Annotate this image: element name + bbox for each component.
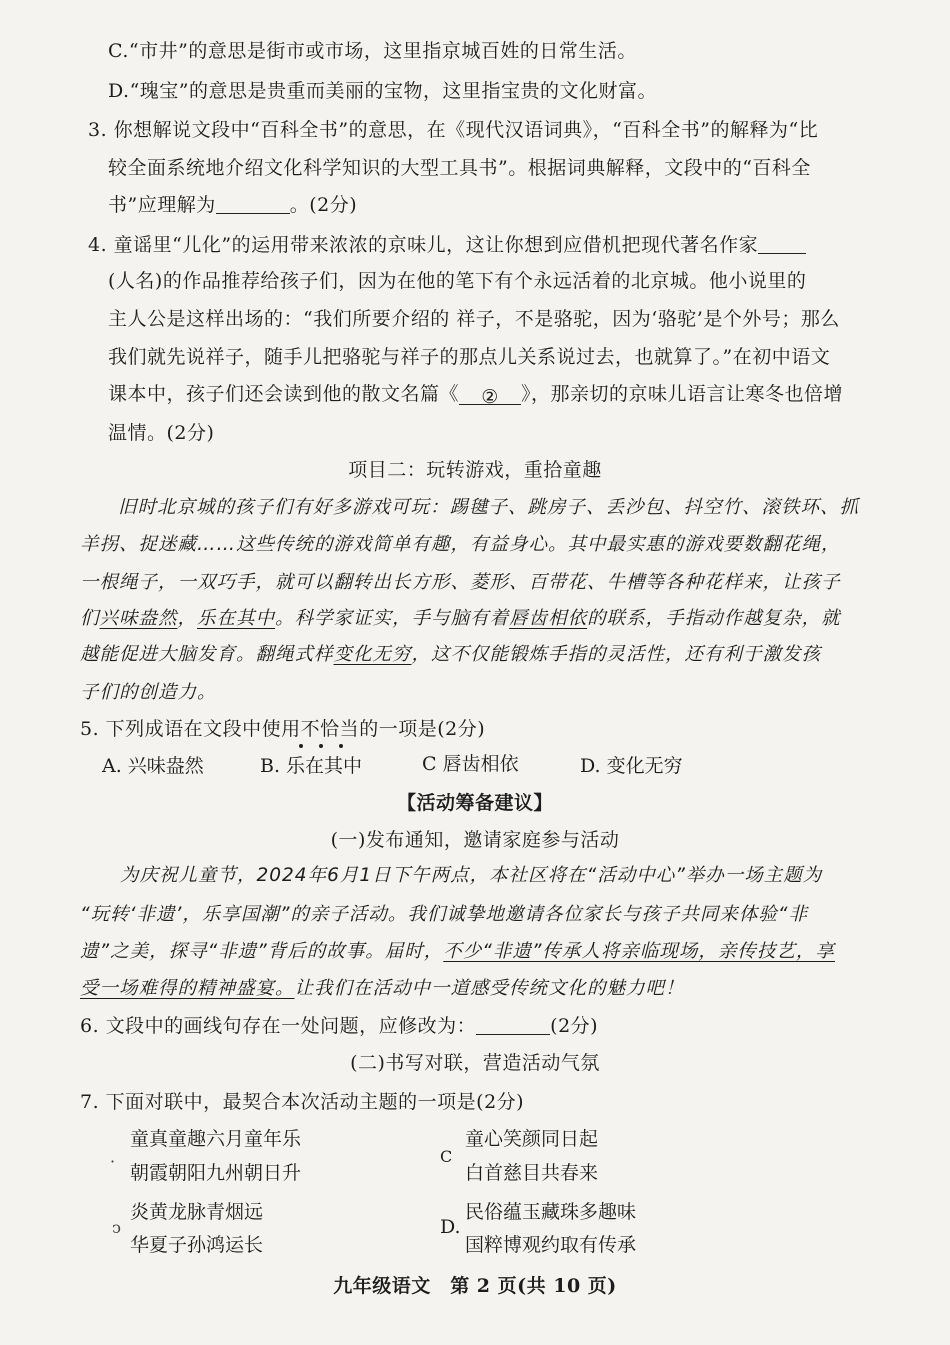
q7-option-a-line-1[interactable]: 童真童趣六月童年乐 — [130, 1128, 302, 1150]
question-3-text: 书”应理解为 — [108, 194, 216, 216]
passage-text: 们 — [80, 608, 100, 629]
passage-text: 让我们在活动中一道感受传统文化的魅力吧！ — [294, 978, 685, 999]
question-4-line-2: (人名)的作品推荐给孩子们，因为在他的笔下有个永远活着的北京城。他小说里的 — [108, 270, 807, 292]
question-5-score: 的一项是(2分) — [359, 718, 486, 740]
q7-option-c-line-1[interactable]: 童心笑颜同日起 — [465, 1128, 599, 1150]
page-footer: 九年级语文 第 2 页(共 10 页) — [333, 1275, 617, 1297]
emphasis-dot — [299, 744, 303, 748]
question-4-text-5: 课本中，孩子们还会读到他的散文名篇《 — [108, 383, 460, 405]
question-4-text: 4. 童谣里“儿化”的运用带来浓浓的京味儿，这让你想到应借机把现代著名作家 — [88, 234, 759, 256]
passage-text: 遗”之美，探寻“非遗”背后的故事。届时， — [80, 941, 444, 962]
q5-option-a[interactable]: A. 兴味盎然 — [102, 755, 204, 777]
q7-option-c-line-2[interactable]: 白首慈目共春来 — [465, 1162, 599, 1184]
passage-text: 的联系，手指动作越复杂，就 — [587, 608, 841, 629]
passage-1-line-2: 羊拐、捉迷藏……这些传统的游戏简单有趣，有益身心。其中最实惠的游戏要数翻花绳， — [80, 534, 841, 555]
scan-mark: ↄ — [112, 1218, 121, 1237]
q7-option-b-line-1[interactable]: 炎黄龙脉青烟远 — [130, 1201, 264, 1223]
underlined-sentence: 受一场难得的精神盛宴。 — [80, 978, 295, 999]
question-5 — [80, 716, 485, 742]
answer-blank-q3[interactable] — [216, 193, 290, 214]
q5-option-d[interactable]: D. 变化无穷 — [580, 755, 683, 777]
answer-blank-q4-2[interactable]: ② — [459, 384, 521, 405]
question-4-line-5 — [108, 381, 843, 407]
passage-text: 越能促进大脑发育。翻绳式样 — [80, 644, 334, 665]
idiom-xingweiangran: 兴味盎然 — [99, 608, 178, 629]
idiom-lezaiqizhong: 乐在其中 — [197, 608, 276, 629]
idiom-chunchixiangyi: 唇齿相依 — [509, 608, 588, 629]
passage-2-line-3 — [80, 939, 835, 965]
q7-option-d-line-1[interactable]: 民俗蕴玉藏珠多趣味 — [465, 1201, 637, 1223]
question-4-line-1 — [88, 232, 806, 258]
passage-text: ， — [177, 608, 198, 629]
emphasis-dot — [319, 744, 323, 748]
q7-option-d-line-2[interactable]: 国粹博观约取有传承 — [465, 1234, 637, 1256]
q7-option-c-label: C — [440, 1147, 453, 1166]
question-6-text: 6. 文段中的画线句存在一处问题，应修改为： — [80, 1015, 477, 1037]
passage-2-line-2: “玩转‘非遗’，乐享国潮”的亲子活动。我们诚挚地邀请各位家长与孩子共同来体验“非 — [80, 904, 809, 925]
question-3-line-1: 3. 你想解说文段中“百科全书”的意思，在《现代汉语词典》，“百科全书”的解释为“比 — [88, 119, 819, 141]
idiom-bianhuawuqiong: 变化无穷 — [333, 644, 412, 665]
emphasis-bu-qiadang: 不恰当 — [300, 718, 360, 740]
project-2-heading: 项目二：玩转游戏，重拾童趣 — [348, 459, 602, 481]
question-7: 7. 下面对联中，最契合本次活动主题的一项是(2分) — [80, 1091, 525, 1113]
passage-2-line-4 — [80, 976, 685, 1002]
passage-text: ，这不仅能锻炼手指的灵活性，还有利于激发孩 — [411, 644, 822, 665]
answer-blank-q4-1[interactable] — [758, 233, 806, 254]
activity-title: 【活动筹备建议】 — [396, 792, 553, 814]
passage-2-line-1: 为庆祝儿童节，2024年6月1日下午两点，本社区将在“活动中心”举办一场主题为 — [120, 865, 823, 886]
section-2-heading: (二)书写对联，营造活动气氛 — [350, 1052, 600, 1074]
q7-option-d-label: D. — [440, 1216, 461, 1238]
question-4-text-5b: 》，那亲切的京味儿语言让寒冬也倍增 — [521, 383, 844, 405]
passage-1-line-3: 一根绳子，一双巧手，就可以翻转出长方形、菱形、百带花、牛槽等各种花样来，让孩子 — [80, 572, 841, 593]
q5-option-b[interactable]: B. 乐在其中 — [260, 755, 363, 777]
section-1-heading: (一)发布通知，邀请家庭参与活动 — [330, 829, 620, 851]
option-c-q2: C.“市井”的意思是街市或市场，这里指京城百姓的日常生活。 — [108, 40, 637, 62]
answer-blank-q6[interactable] — [476, 1014, 550, 1035]
question-4-line-3: 主人公是这样出场的：“我们所要介绍的 祥子，不是骆驼，因为‘骆驼’是个外号；那么 — [108, 308, 840, 330]
question-3-line-3 — [108, 192, 357, 218]
passage-text: 。科学家证实，手与脑有着 — [275, 608, 510, 629]
passage-1-line-5 — [80, 642, 821, 668]
question-6 — [80, 1013, 598, 1039]
scan-mark: · — [110, 1152, 116, 1171]
option-d-q2: D.“瑰宝”的意思是贵重而美丽的宝物，这里指宝贵的文化财富。 — [108, 80, 658, 102]
question-4-line-6: 温情。(2分) — [108, 422, 215, 444]
underlined-sentence: 不少“非遗”传承人将亲临现场，亲传技艺，享 — [443, 941, 835, 962]
q7-option-a-line-2[interactable]: 朝霞朝阳九州朝日升 — [130, 1162, 302, 1184]
question-5-text: 5. 下列成语在文段中使用 — [80, 718, 301, 740]
passage-1-line-6: 子们的创造力。 — [80, 682, 217, 703]
q5-option-c[interactable]: C 唇齿相依 — [422, 753, 519, 775]
emphasis-dot — [339, 744, 343, 748]
question-6-score: (2分) — [550, 1015, 599, 1037]
passage-1-line-4 — [80, 606, 841, 632]
q7-option-b-line-2[interactable]: 华夏子孙鸿运长 — [130, 1234, 264, 1256]
question-3-line-2: 较全面系统地介绍文化科学知识的大型工具书”。根据词典解释，文段中的“百科全 — [108, 157, 811, 179]
passage-1-line-1: 旧时北京城的孩子们有好多游戏可玩：踢毽子、跳房子、丢沙包、抖空竹、滚铁环、抓 — [118, 497, 860, 518]
question-3-score: 。(2分) — [289, 194, 358, 216]
question-4-line-4: 我们就先说祥子，随手儿把骆驼与祥子的那点儿关系说过去，也就算了。”在初中语文 — [108, 346, 831, 368]
